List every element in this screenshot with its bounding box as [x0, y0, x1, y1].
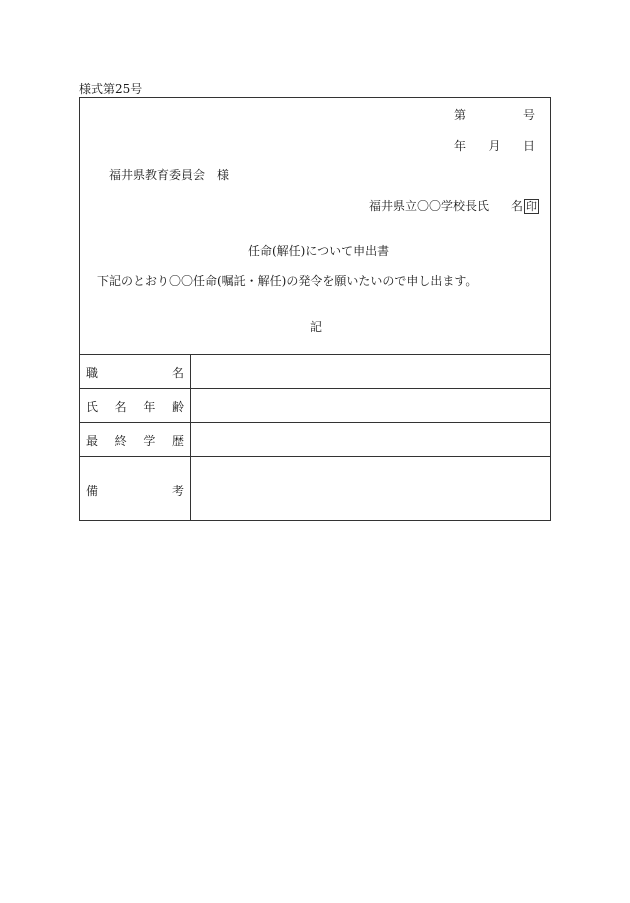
table-top-border	[80, 354, 550, 355]
date-day: 日	[522, 139, 535, 153]
document-title: 任命(解任)について申出書	[248, 244, 390, 258]
sender-name-char: 名	[511, 199, 524, 213]
label-char: 名	[171, 366, 184, 380]
form-frame	[79, 97, 551, 521]
body-text: 下記のとおり〇〇任命(嘱託・解任)の発令を願いたいので申し出ます。	[97, 274, 478, 288]
sender-org-title: 福井県立〇〇学校長氏	[369, 199, 490, 213]
label-char: 終	[114, 434, 127, 448]
column-divider	[190, 354, 191, 520]
label-char: 備	[86, 484, 99, 498]
date-month: 月	[488, 139, 501, 153]
table-row-label-remarks	[86, 482, 184, 499]
label-char: 齢	[171, 400, 184, 414]
table-row-label-education	[86, 432, 184, 449]
value-name-age[interactable]	[198, 398, 543, 416]
label-char: 職	[86, 366, 99, 380]
label-char: 学	[143, 434, 156, 448]
form-number: 様式第25号	[79, 82, 143, 96]
label-char: 最	[86, 434, 99, 448]
sender-line	[369, 197, 539, 214]
addressee: 福井県教育委員会 様	[109, 168, 230, 182]
row-divider	[80, 456, 550, 457]
number-prefix: 第	[454, 108, 467, 122]
ki-marker: 記	[310, 320, 323, 334]
value-education[interactable]	[198, 432, 543, 450]
number-suffix: 号	[522, 108, 535, 122]
label-char: 歴	[171, 434, 184, 448]
table-row-label-name-age	[86, 398, 184, 415]
value-position[interactable]	[198, 364, 543, 382]
row-divider	[80, 422, 550, 423]
label-char: 年	[143, 400, 156, 414]
date-year: 年	[454, 139, 467, 153]
date-line	[454, 137, 535, 154]
row-divider	[80, 388, 550, 389]
table-row-label-position	[86, 364, 184, 381]
label-char: 名	[114, 400, 127, 414]
value-remarks[interactable]	[198, 466, 543, 516]
label-char: 考	[171, 484, 184, 498]
seal-mark: 印	[526, 200, 538, 213]
number-line	[454, 106, 535, 123]
label-char: 氏	[86, 400, 99, 414]
